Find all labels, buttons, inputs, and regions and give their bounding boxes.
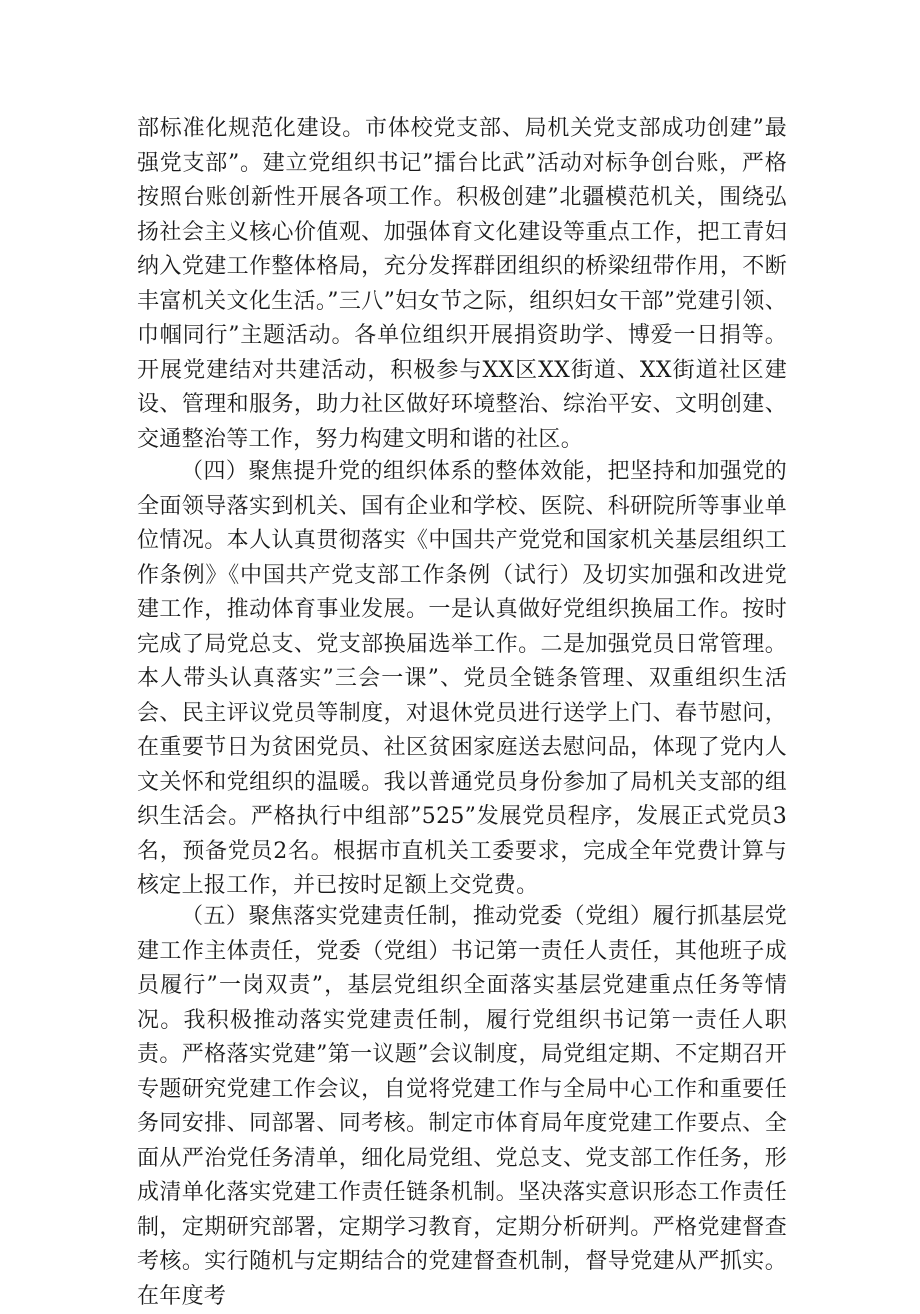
paragraph-section-four: （四）聚焦提升党的组织体系的整体效能，把坚持和加强党的全面领导落实到机关、国有企业和学校、医院、科研院所等事业单位情况。本人认真贯彻落实《中国共产党党和国家机关基层组织工作条例》《中国共产党支部工作条例（试行）及切实加强和改进党建工作，推动体育事业发展。一是认真做好党组织换届工作。按时完成了局党总支、党支部换届选举工作。二是加强党员日常管理。本人带头认真落实”三会一课”、党员全链条管理、双重组织生活会、民主评议党员等制度，对退休党员进行送学上门、春节慰问，在重要节日为贫困党员、社区贫困家庭送去慰问品，体现了党内人文关怀和党组织的温暖。我以普通党员身份参加了局机关支部的组织生活会。严格执行中组部”525”发展党员程序，发展正式党员3名，预备党员2名。根据市直机关工委要求，完成全年党费计算与核定上报工作，并已按时足额上交党费。 <box>137 459 787 898</box>
paragraph-section-five: （五）聚焦落实党建责任制，推动党委（党组）履行抓基层党建工作主体责任，党委（党组）书记第一责任人责任，其他班子成员履行”一岗双责”，基层党组织全面落实基层党建重点任务等情况。我积极推动落实党建责任制，履行党组织书记第一责任人职责。严格落实党建”第一议题”会议制度，局党组定期、不定期召开专题研究党建工作会议，自觉将党建工作与全局中心工作和重要任务同安排、同部署、同考核。制定市体育局年度党建工作要点、全面从严治党任务清单，细化局党组、党总支、党支部工作任务，形成清单化落实党建工作责任链条机制。坚决落实意识形态工作责任制，定期研究部署，定期学习教育，定期分析研判。严格党建督查考核。实行随机与定期结合的党建督查机制，督导党建从严抓实。在年度考 <box>137 904 787 1309</box>
paragraph-party-building-culture: 部标准化规范化建设。市体校党支部、局机关党支部成功创建”最强党支部”。建立党组织书记”擂台比武”活动对标争创台账，严格按照台账创新性开展各项工作。积极创建”北疆模范机关，围绕弘扬社会主义核心价值观、加强体育文化建设等重点工作，把工青妇纳入党建工作整体格局，充分发挥群团组织的桥梁纽带作用，不断丰富机关文化生活。”三八”妇女节之际，组织妇女干部”党建引领、巾帼同行”主题活动。各单位组织开展捐资助学、博爱一日捐等。开展党建结对共建活动，积极参与XX区XX街道、XX街道社区建设、管理和服务，助力社区做好环境整治、综治平安、文明创建、交通整治等工作，努力构建文明和谐的社区。 <box>137 116 787 452</box>
